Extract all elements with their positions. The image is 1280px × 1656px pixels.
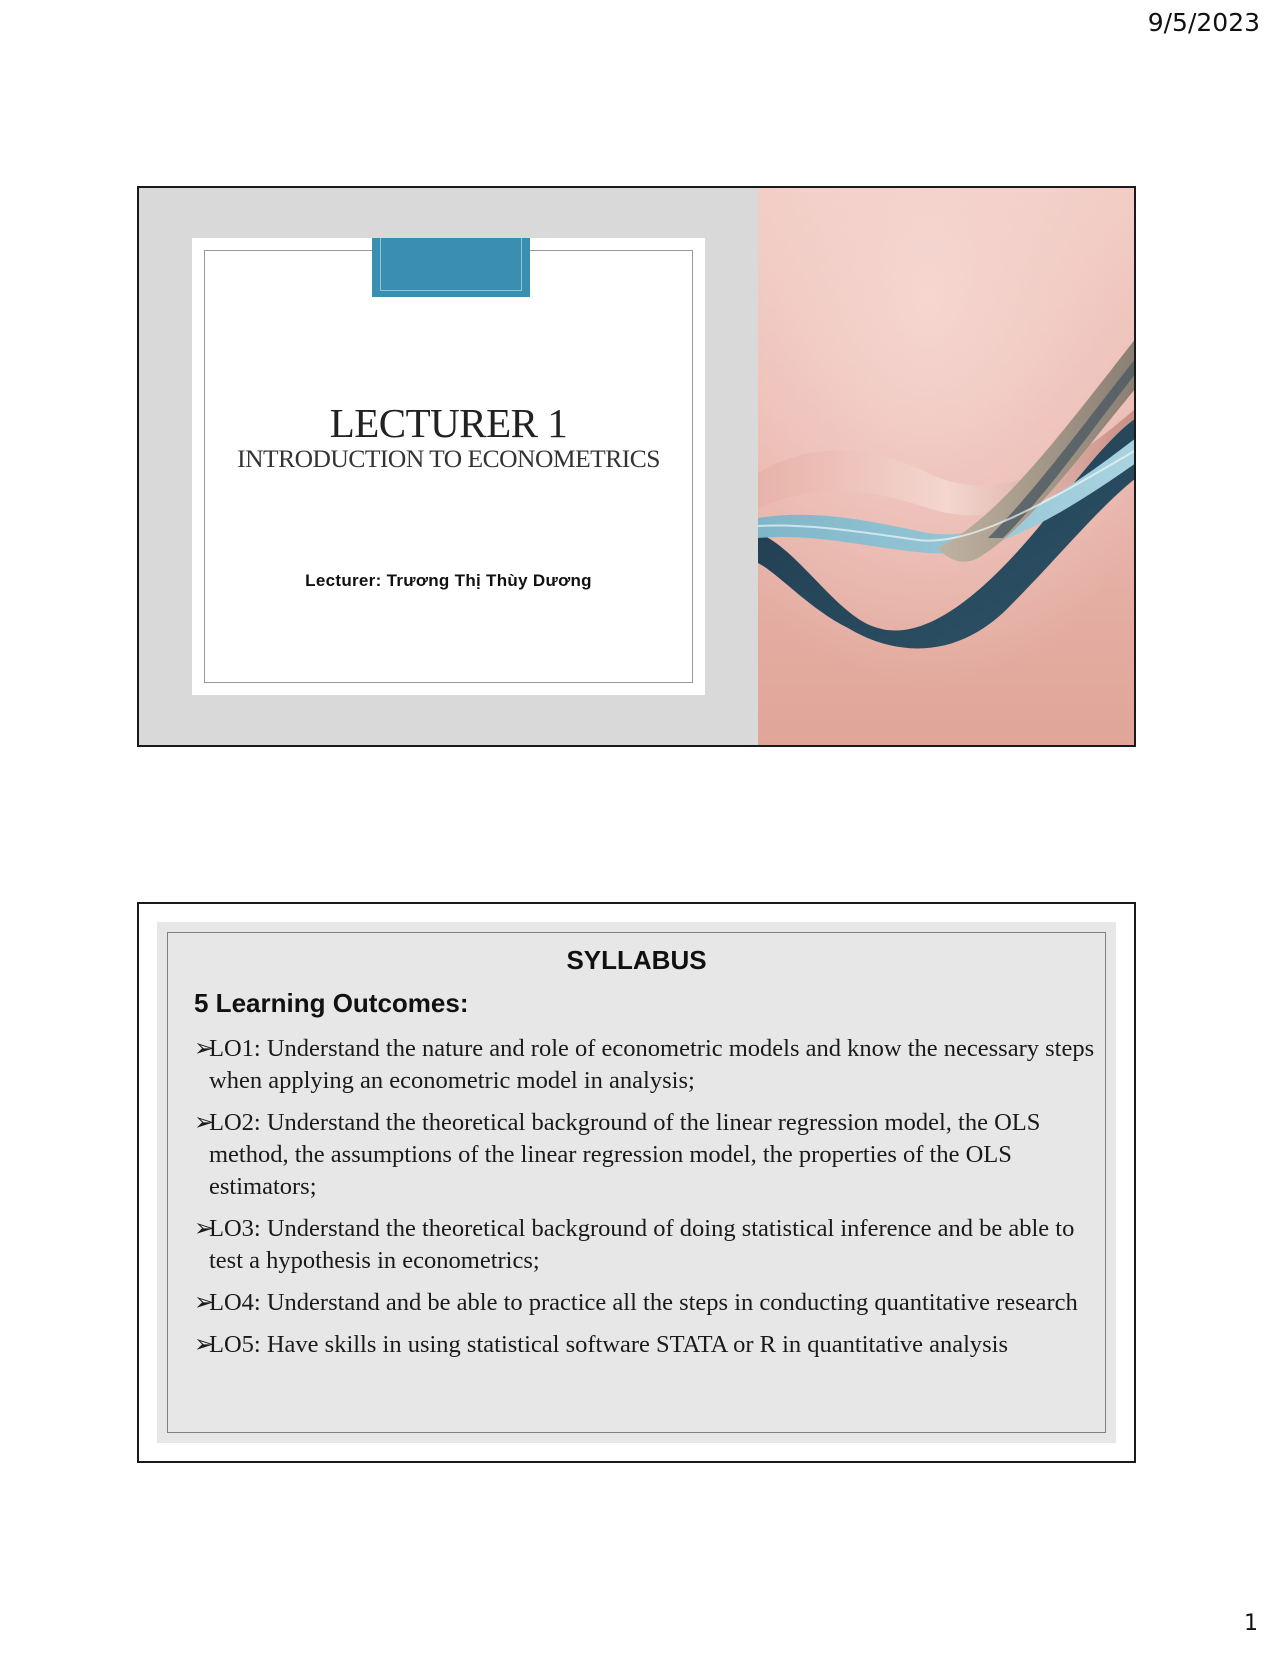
syllabus-panel [157, 922, 1116, 1443]
arrow-bullet-icon: ➢ [194, 1035, 215, 1062]
arrow-bullet-icon: ➢ [194, 1109, 215, 1136]
slide-title: LECTURER 1 [329, 400, 568, 446]
list-item: ➢ LO4: Understand and be able to practice all the steps in conducting quantitative research [194, 1287, 1099, 1319]
list-item: ➢ LO5: Have skills in using statistical software STATA or R in quantitative analysis [194, 1329, 1099, 1361]
lecturer-name: Lecturer: Trương Thị Thùy Dương [305, 571, 592, 590]
arrow-bullet-icon: ➢ [194, 1331, 215, 1358]
slide-subtitle: INTRODUCTION TO ECONOMETRICS [237, 444, 660, 473]
syllabus-title: SYLLABUS [566, 945, 707, 975]
page-number: 1 [1244, 1611, 1258, 1636]
wave-ribbon-art [758, 188, 1136, 745]
syllabus-slide [137, 902, 1136, 1463]
learning-outcomes-list [194, 1033, 1099, 1371]
list-item: ➢ LO2: Understand the theoretical background of the linear regression model, the OLS method, the assumptions of the linear regression model, the properties of the OLS estimators; [194, 1109, 1041, 1200]
title-card [192, 238, 705, 695]
abstract-wave-image [758, 188, 1136, 745]
learning-outcomes-heading: 5 Learning Outcomes: [194, 988, 469, 1018]
list-item: ➢ LO1: Understand the nature and role of econometric models and know the necessary steps when applying an econometric model in analysis; [194, 1035, 1095, 1094]
page-date: 9/5/2023 [1147, 8, 1260, 37]
arrow-bullet-icon: ➢ [194, 1289, 215, 1316]
syllabus-frame [167, 932, 1106, 1433]
title-slide [137, 186, 1136, 747]
list-item: ➢ LO3: Understand the theoretical background of doing statistical inference and be able to test a hypothesis in econometrics; [194, 1215, 1075, 1274]
arrow-bullet-icon: ➢ [194, 1215, 215, 1242]
accent-tab [372, 238, 530, 297]
